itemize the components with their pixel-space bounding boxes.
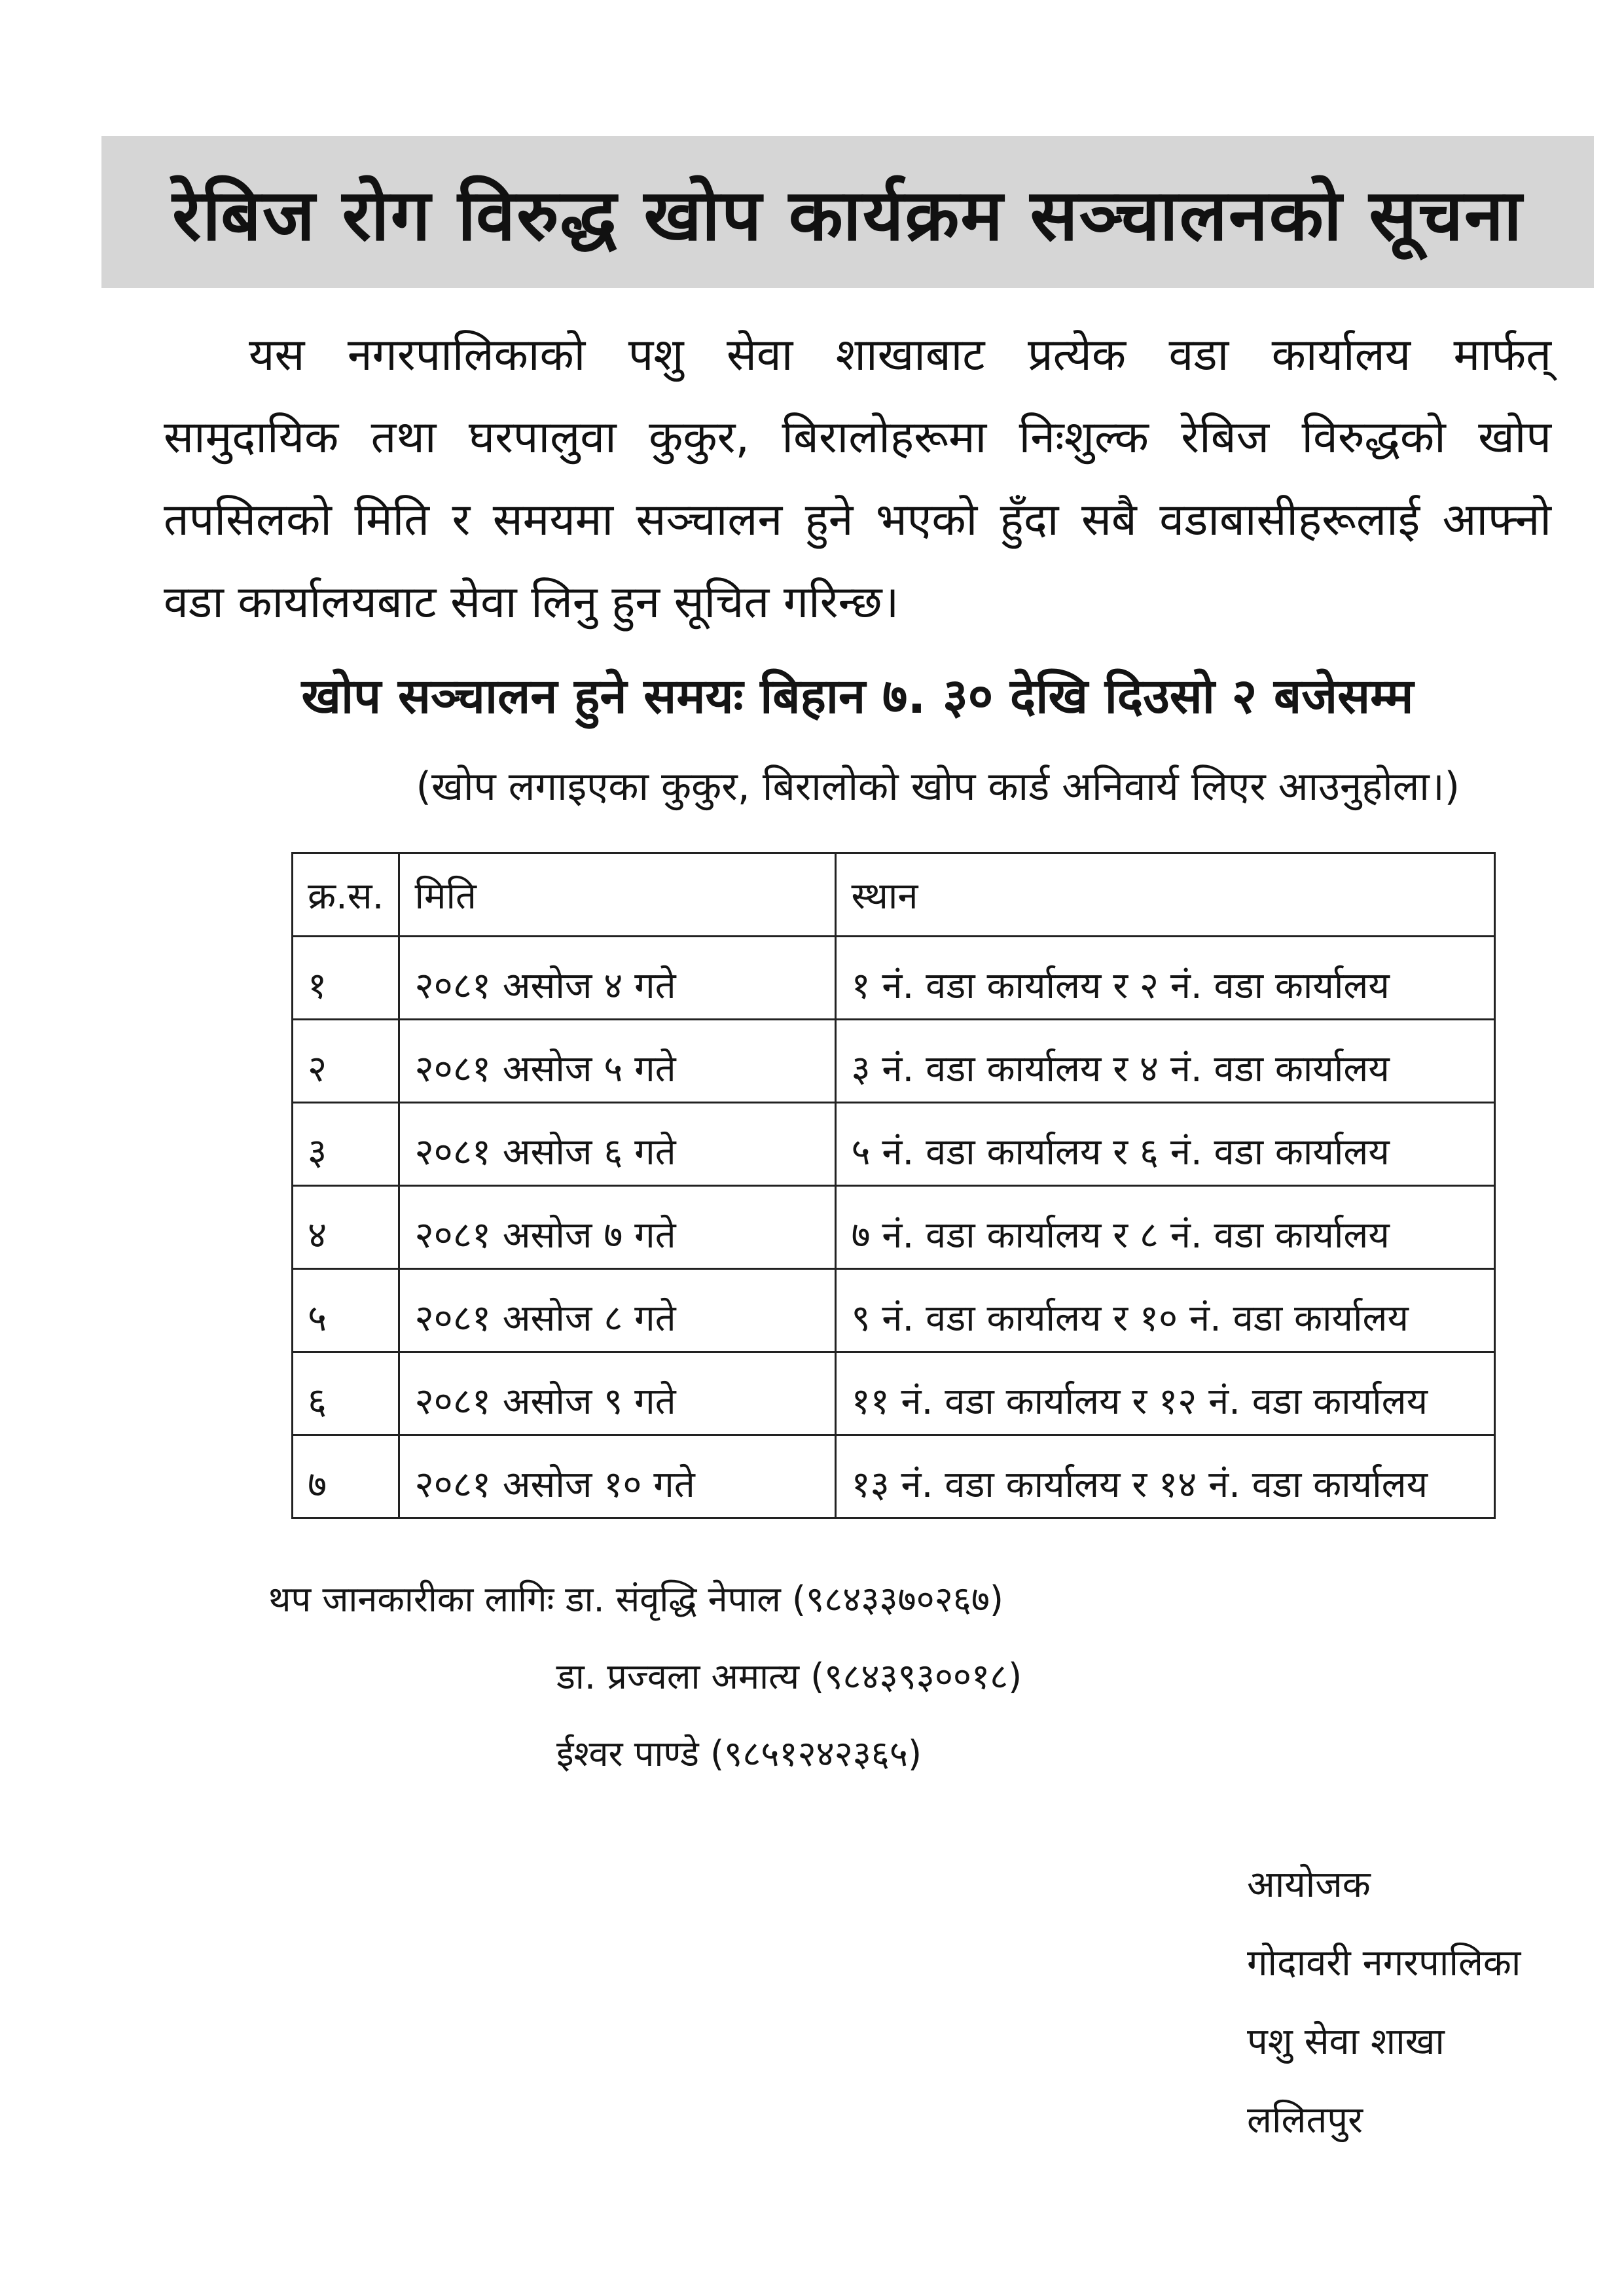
cell-date: २०८१ असोज ४ गते: [399, 937, 836, 1020]
cell-date: २०८१ असोज ६ गते: [399, 1103, 836, 1186]
cell-location: ११ नं. वडा कार्यालय र १२ नं. वडा कार्यालय: [836, 1352, 1495, 1435]
vaccination-time: खोप सञ्चालन हुने समयः बिहान ७. ३० देखि दिउसो २ बजेसम्म: [301, 668, 1414, 725]
cell-location: ७ नं. वडा कार्यालय र ८ नं. वडा कार्यालय: [836, 1186, 1495, 1269]
cell-serial: ४: [293, 1186, 399, 1269]
organizer-line: गोदावरी नगरपालिका: [1247, 1942, 1521, 1984]
schedule-table: [291, 852, 1496, 1519]
header-location: स्थान: [836, 853, 1495, 937]
table-row: [293, 1186, 1495, 1269]
contact-row: [268, 1715, 1022, 1793]
cell-serial: ३: [293, 1103, 399, 1186]
cell-location: ३ नं. वडा कार्यालय र ४ नं. वडा कार्यालय: [836, 1020, 1495, 1103]
header-date: मिति: [399, 853, 836, 937]
table-header-row: [293, 853, 1495, 937]
header-serial: क्र.स.: [293, 853, 399, 937]
contact-row: [268, 1561, 1022, 1638]
cell-location: १ नं. वडा कार्यालय र २ नं. वडा कार्यालय: [836, 937, 1495, 1020]
contact-person: डा. संवृद्धि नेपाल (९८४३३७०२६७): [565, 1579, 1003, 1620]
table-row: [293, 1435, 1495, 1518]
cell-date: २०८१ असोज ७ गते: [399, 1186, 836, 1269]
table-row: [293, 1269, 1495, 1352]
table-row: [293, 937, 1495, 1020]
paragraph-line: वडा कार्यालयबाट सेवा लिनु हुन सूचित गरिन्छ।: [164, 577, 899, 628]
contact-info: [268, 1561, 1022, 1793]
table-row: [293, 1103, 1495, 1186]
title-banner: [101, 136, 1594, 288]
cell-serial: ७: [293, 1435, 399, 1518]
contact-row: [268, 1638, 1022, 1715]
notice-title: रेबिज रोग विरुद्ध खोप कार्यक्रम सञ्चालनको सूचना: [172, 174, 1523, 257]
organizer-block: [1247, 1846, 1521, 2160]
contact-prefix: थप जानकारीका लागिः: [268, 1579, 554, 1620]
organizer-line: पशु सेवा शाखा: [1247, 2020, 1445, 2063]
paragraph-line: यस नगरपालिकाको पशु सेवा शाखाबाट प्रत्येक वडा कार्यालय मार्फत्: [249, 329, 1551, 381]
cell-location: १३ नं. वडा कार्यालय र १४ नं. वडा कार्यालय: [836, 1435, 1495, 1518]
cell-date: २०८१ असोज १० गते: [399, 1435, 836, 1518]
contact-person: ईश्वर पाण्डे (९८५१२४२३६५): [556, 1733, 922, 1774]
table-row: [293, 1020, 1495, 1103]
cell-date: २०८१ असोज ५ गते: [399, 1020, 836, 1103]
contact-person: डा. प्रज्वला अमात्य (९८४३९३००१८): [556, 1656, 1022, 1697]
cell-date: २०८१ असोज ९ गते: [399, 1352, 836, 1435]
cell-location: ९ नं. वडा कार्यालय र १० नं. वडा कार्यालय: [836, 1269, 1495, 1352]
cell-serial: १: [293, 937, 399, 1020]
table-row: [293, 1352, 1495, 1435]
notice-paragraph: [164, 314, 1551, 644]
cell-serial: ५: [293, 1269, 399, 1352]
paragraph-line: तपसिलको मिति र समयमा सञ्चालन हुने भएको हुँदा सबै वडाबासीहरूलाई आफ्नो: [164, 494, 1551, 546]
organizer-line: ललितपुर: [1247, 2099, 1363, 2142]
cell-date: २०८१ असोज ८ गते: [399, 1269, 836, 1352]
paragraph-line: सामुदायिक तथा घरपालुवा कुकुर, बिरालोहरूमा निःशुल्क रेबिज विरुद्धको खोप: [164, 412, 1551, 463]
cell-location: ५ नं. वडा कार्यालय र ६ नं. वडा कार्यालय: [836, 1103, 1495, 1186]
vaccination-card-note: (खोप लगाइएका कुकुर, बिरालोको खोप कार्ड अनिवार्य लिएर आउनुहोला।): [416, 764, 1460, 810]
cell-serial: ६: [293, 1352, 399, 1435]
organizer-label: आयोजक: [1247, 1863, 1371, 1906]
cell-serial: २: [293, 1020, 399, 1103]
